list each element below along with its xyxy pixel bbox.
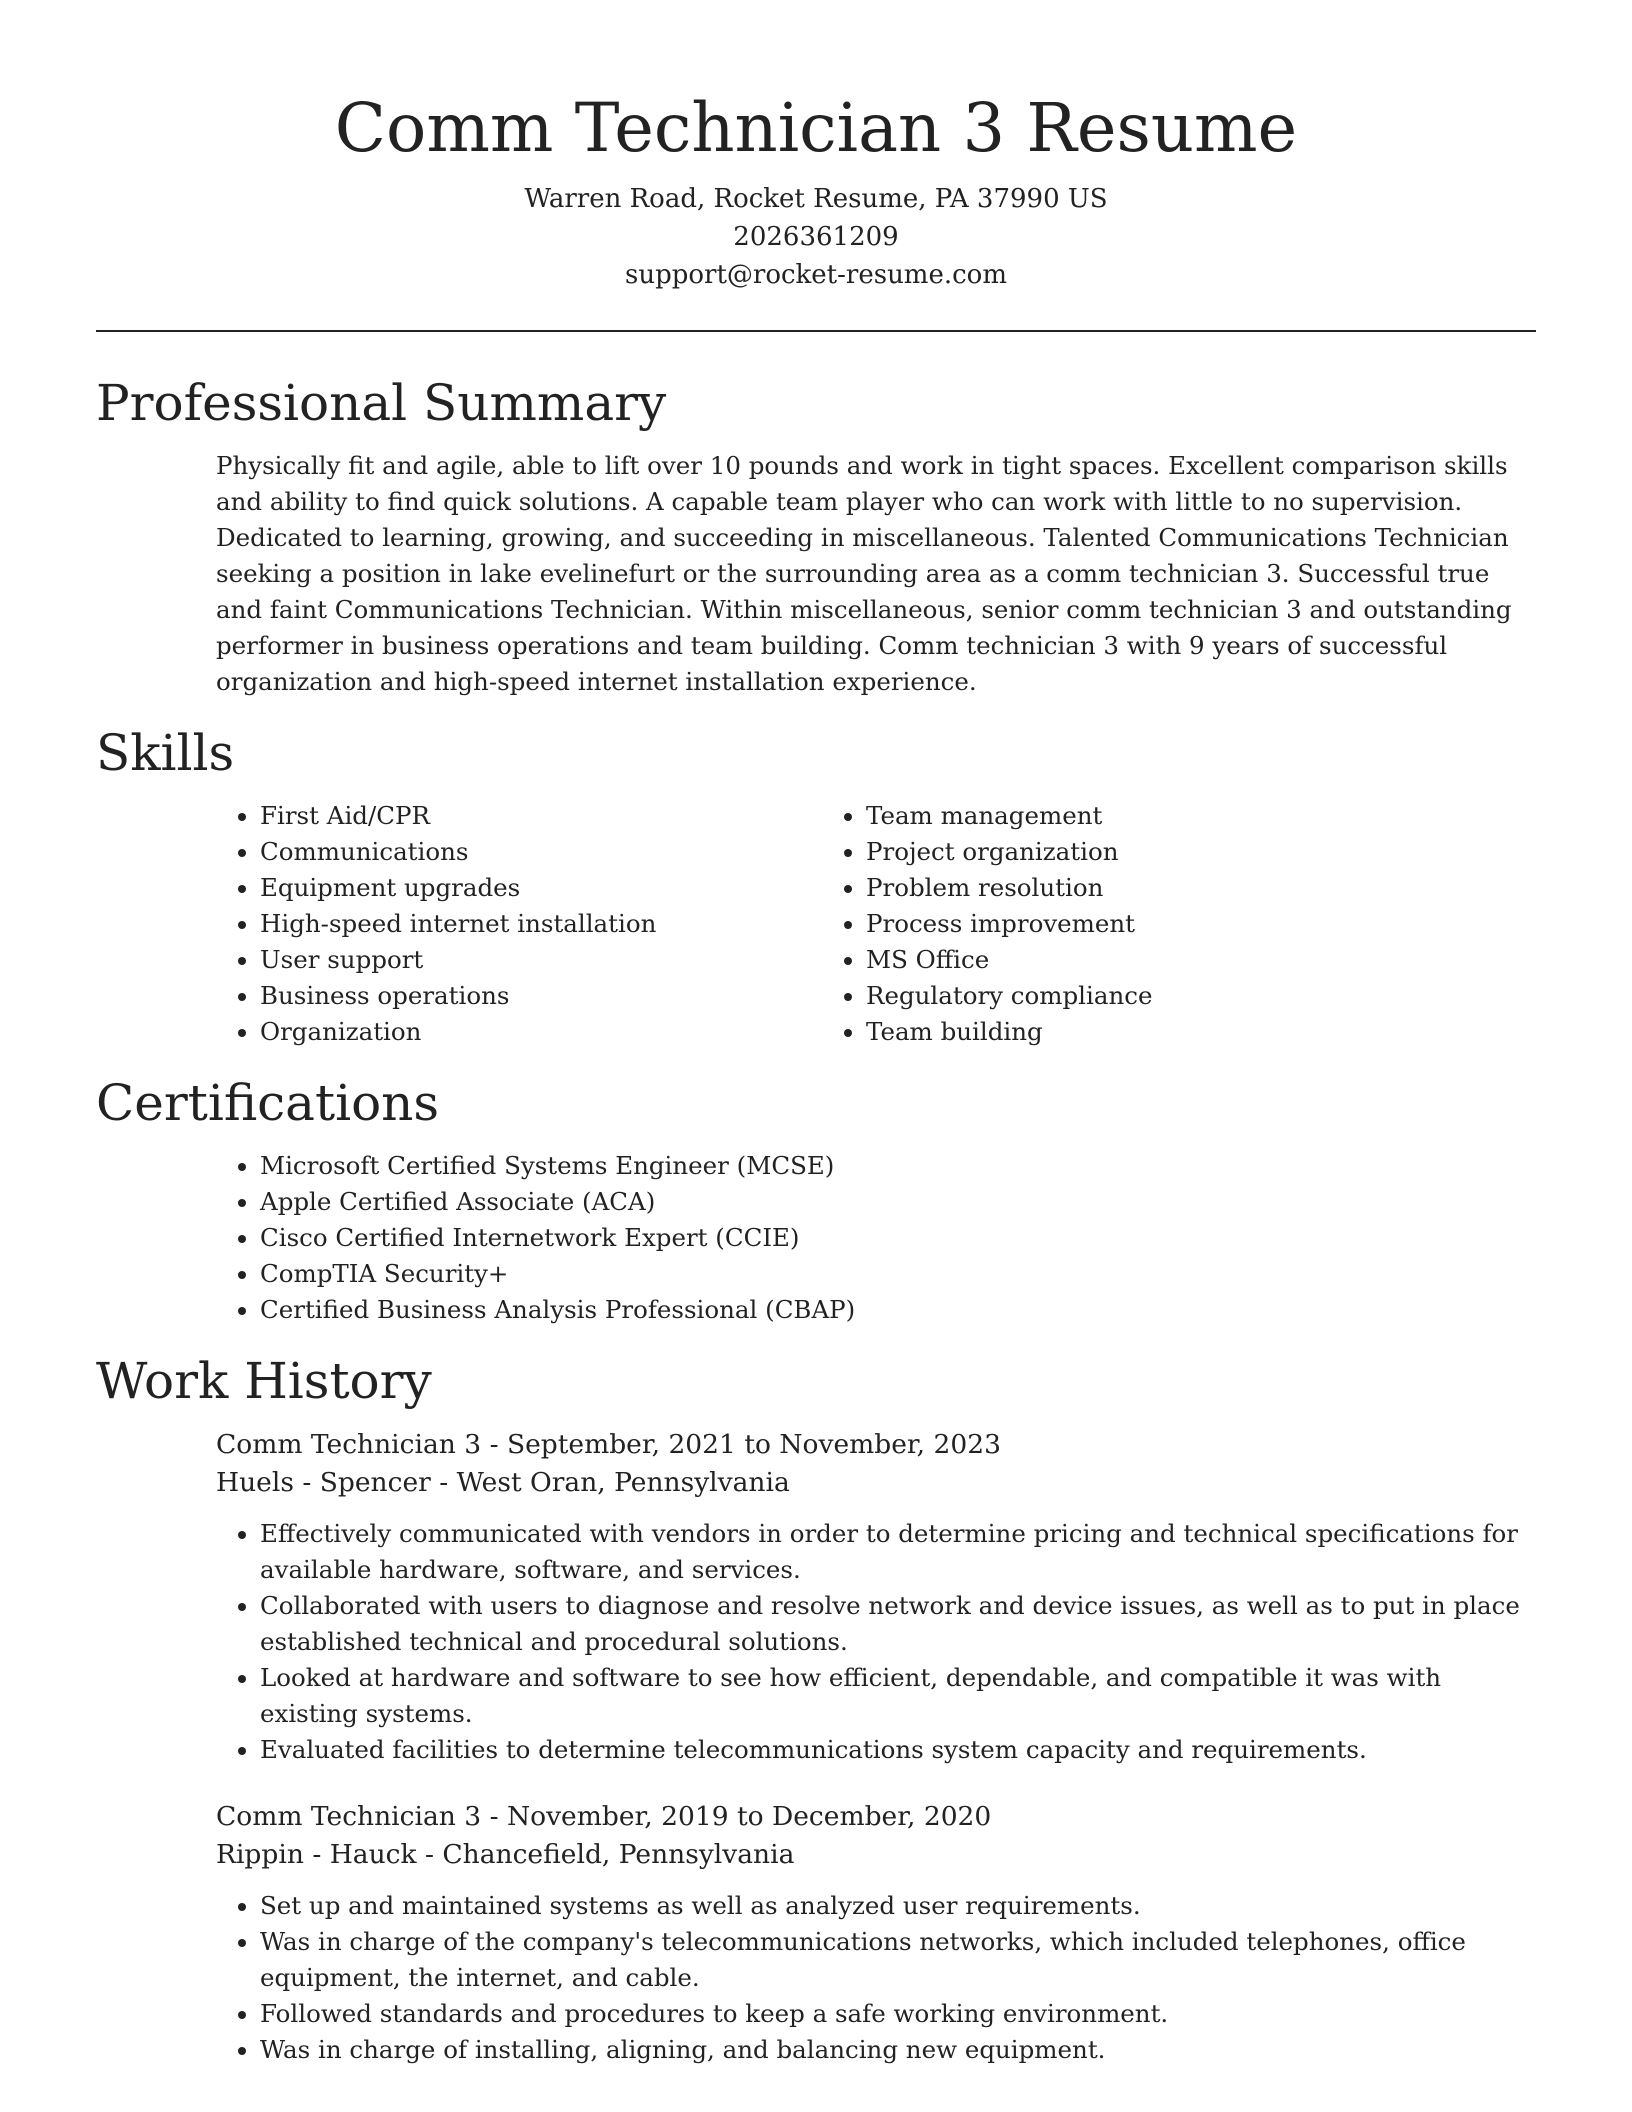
job-bullet: • Followed standards and procedures to keep a safe working environment. [260, 1996, 1536, 2032]
job-bullet: • Set up and maintained systems as well as analyzed user requirements. [260, 1888, 1536, 1924]
job-location: - West Oran, Pennsylvania [430, 1467, 790, 1498]
skills-heading: Skills [96, 724, 235, 782]
job-bullet: • Was in charge of installing, aligning, and balancing new equipment. [260, 2032, 1536, 2068]
job-position: Comm Technician 3 [216, 1429, 482, 1460]
certifications-heading: Certifications [96, 1074, 440, 1132]
job-entry [216, 1426, 1536, 1768]
job-bullets [216, 1516, 1536, 1768]
contact-block [96, 180, 1536, 294]
skill-item: • Team building [866, 1014, 1428, 1050]
certification-item: • Certified Business Analysis Professional (CBAP) [260, 1292, 1536, 1328]
skills-left-list [216, 798, 822, 1050]
job-dates: - September, 2021 to November, 2023 [481, 1429, 1001, 1460]
skills-grid [96, 798, 1536, 1050]
skill-item: • Communications [260, 834, 822, 870]
certification-item: • Apple Certified Associate (ACA) [260, 1184, 1536, 1220]
skill-item: • Regulatory compliance [866, 978, 1428, 1014]
job-title-line [216, 1426, 1536, 1464]
job-company: Rippin - Hauck [216, 1839, 417, 1870]
certification-item: • Cisco Certified Internetwork Expert (CCIE) [260, 1220, 1536, 1256]
job-bullets [216, 1888, 1536, 2068]
contact-email: support@rocket-resume.com [624, 260, 1007, 290]
job-company-line [216, 1836, 1536, 1874]
resume-name: Comm Technician 3 Resume [334, 89, 1298, 167]
contact-phone: 2026361209 [733, 222, 899, 252]
job-dates: - November, 2019 to December, 2020 [481, 1801, 992, 1832]
job-bullet: • Evaluated facilities to determine telecommunications system capacity and requirements. [260, 1732, 1536, 1768]
skill-item: • User support [260, 942, 822, 978]
skills-right-list [822, 798, 1428, 1050]
skill-item: • Business operations [260, 978, 822, 1014]
skill-item: • Process improvement [866, 906, 1428, 942]
job-company: Huels - Spencer [216, 1467, 431, 1498]
job-location: - Chancefield, Pennsylvania [416, 1839, 795, 1870]
summary-text: Physically fit and agile, able to lift over 10 pounds and work in tight spaces. Excellent comparison skills and ability to find quick solutions. A capable team player who can work with little to no supervision. Dedicated to learning, growing, and succeeding in miscellaneous. Talented Communications Technician seeking a position in lake evelinefurt or the surrounding area as a comm technician 3. Successful true and faint Communications Technician. Within miscellaneous, senior comm technician 3 and outstanding performer in business operations and team building. Comm technician 3 with 9 years of successful organization and high-speed internet installation experience. [216, 451, 1512, 696]
certification-item: • Microsoft Certified Systems Engineer (MCSE) [260, 1148, 1536, 1184]
work-history-heading: Work History [96, 1352, 432, 1410]
certification-item: • CompTIA Security+ [260, 1256, 1536, 1292]
contact-address: Warren Road, Rocket Resume, PA 37990 US [524, 184, 1108, 214]
skill-item: • Organization [260, 1014, 822, 1050]
skill-item: • Team management [866, 798, 1428, 834]
job-company-line [216, 1464, 1536, 1502]
resume-header [96, 0, 1536, 294]
header-divider [96, 330, 1536, 332]
job-bullet: • Collaborated with users to diagnose and resolve network and device issues, as well as to put in place established technical and procedural solutions. [260, 1588, 1536, 1660]
job-bullet: • Effectively communicated with vendors in order to determine pricing and technical specifications for available hardware, software, and services. [260, 1516, 1536, 1588]
job-entry [216, 1798, 1536, 2068]
skill-item: • High-speed internet installation [260, 906, 822, 942]
job-bullet: • Looked at hardware and software to see how efficient, dependable, and compatible it was with existing systems. [260, 1660, 1536, 1732]
job-position: Comm Technician 3 [216, 1801, 482, 1832]
certifications-list [216, 1148, 1536, 1328]
work-history-body [96, 1426, 1536, 2068]
skill-item: • Project organization [866, 834, 1428, 870]
certifications-body [96, 1148, 1536, 1328]
skill-item: • Problem resolution [866, 870, 1428, 906]
summary-heading: Professional Summary [96, 374, 667, 432]
job-title-line [216, 1798, 1536, 1836]
skill-item: • First Aid/CPR [260, 798, 822, 834]
skill-item: • Equipment upgrades [260, 870, 822, 906]
job-bullet: • Was in charge of the company's telecommunications networks, which included telephones, office equipment, the internet, and cable. [260, 1924, 1536, 1996]
skill-item: • MS Office [866, 942, 1428, 978]
